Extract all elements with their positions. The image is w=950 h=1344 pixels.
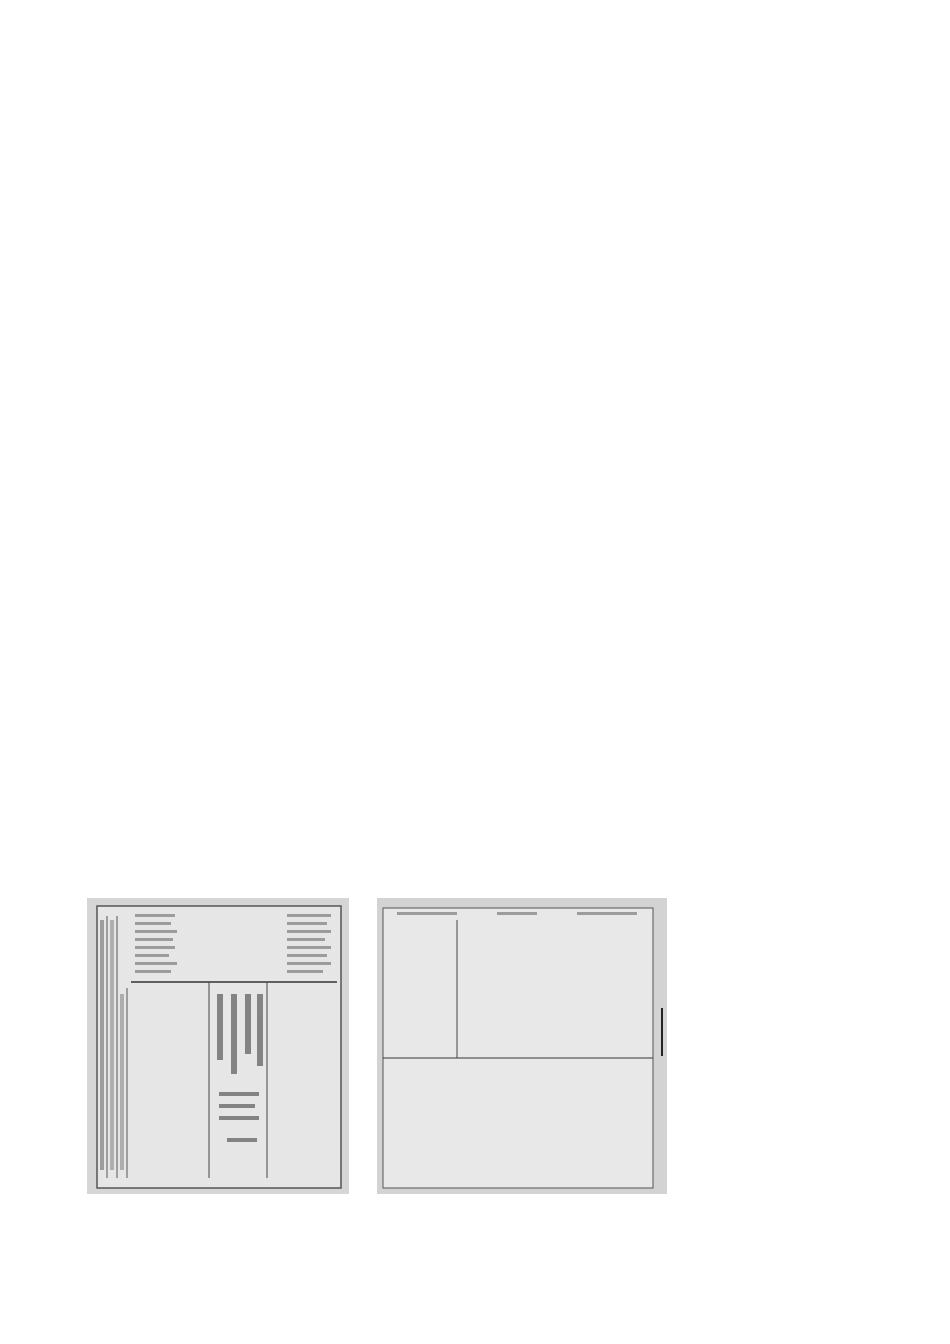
newspaper-left-photo [87, 898, 349, 1194]
newspaper-right-photo [377, 898, 667, 1194]
newspaper-figure [87, 898, 667, 1194]
